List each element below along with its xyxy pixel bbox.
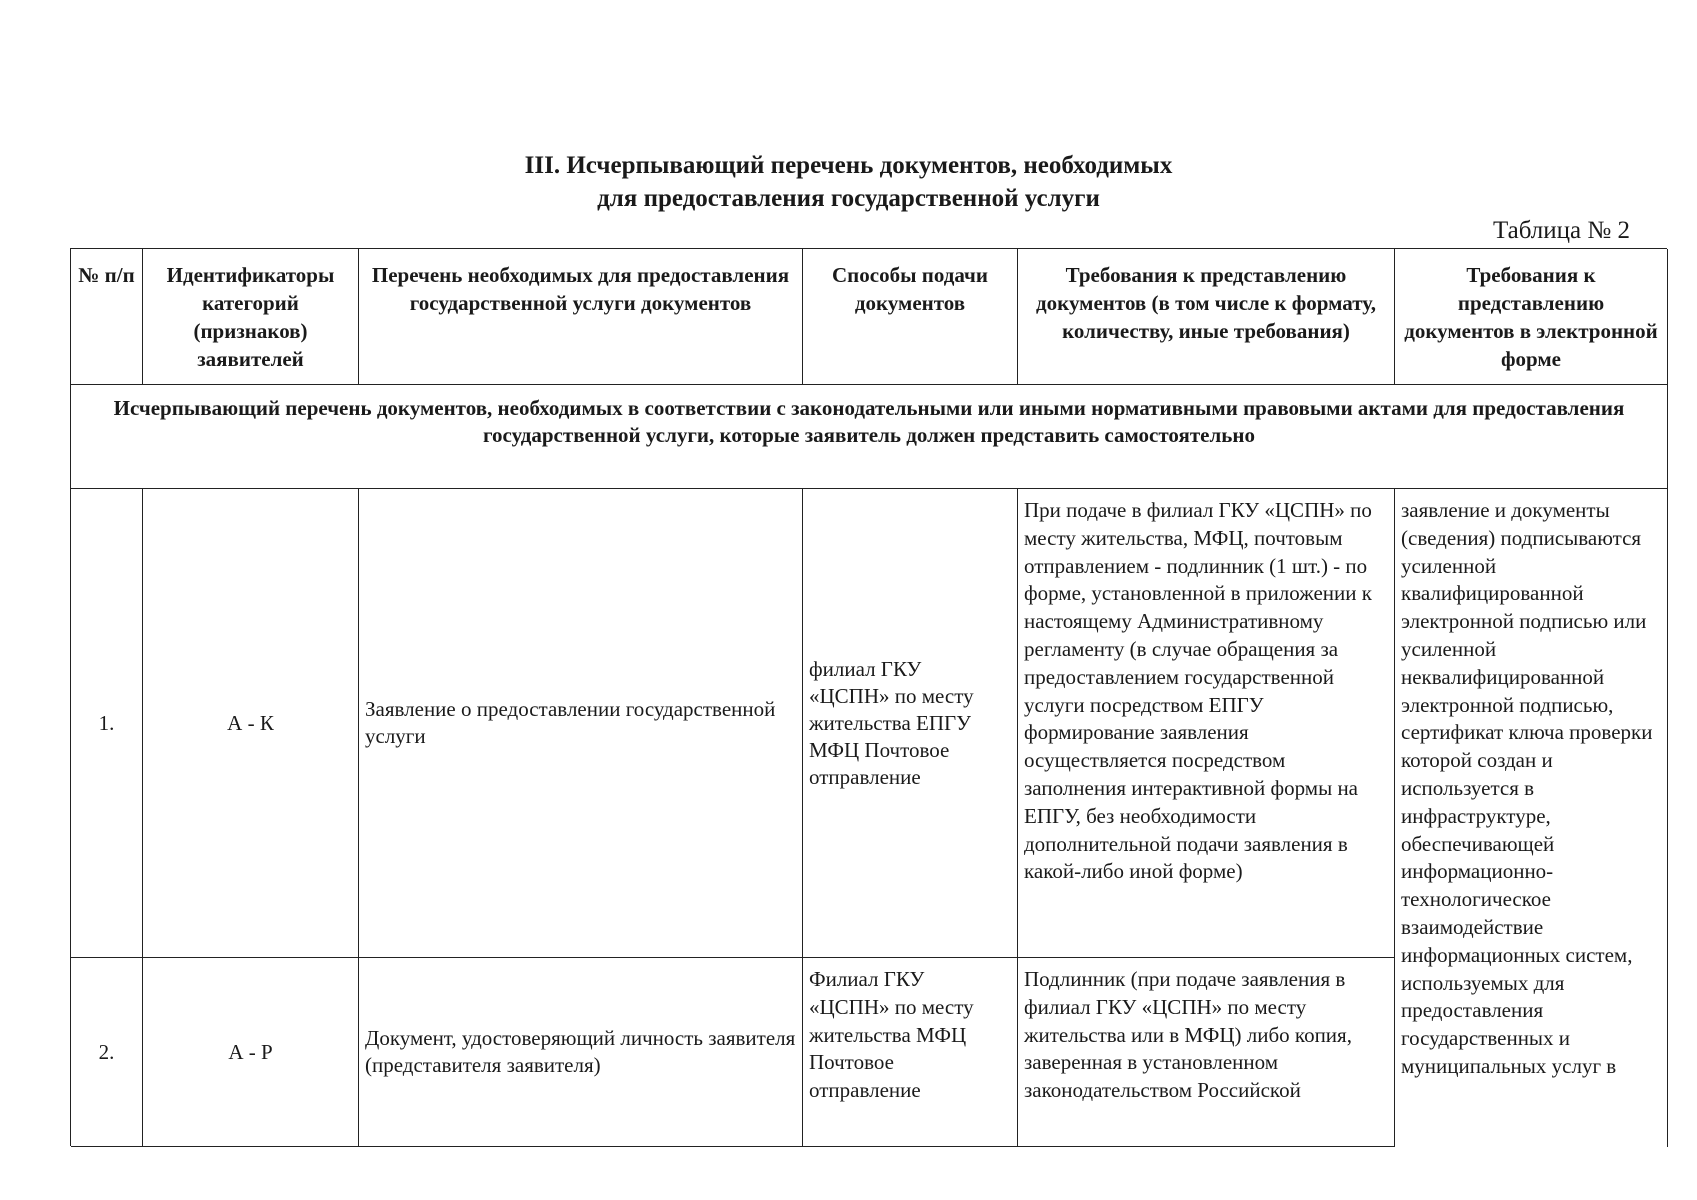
- row-2-number: [71, 958, 143, 1147]
- row-2-methods: [803, 958, 1018, 1147]
- row-1-requirements: При подаче в филиал ГКУ «ЦСПН» по месту жительства, МФЦ, почтовым отправлением - подлинник (1 шт.) - по форме, установленной в приложении к настоящему Административному регламенту (в случае обращения за предоставлением государственной услуги посредством ЕПГУ формирование заявления осуществляется посредством заполнения интерактивной формы на ЕПГУ, без необходимости дополнительной подачи заявления в какой-либо иной форме): [1018, 489, 1395, 958]
- header-number: № п/п: [71, 249, 143, 385]
- row-2-requirements: Подлинник (при подаче заявления в филиал ГКУ «ЦСПН» по месту жительства или в МФЦ) либо копия, заверенная в установленном законодательством Российской: [1018, 958, 1395, 1147]
- header-category: Идентификаторы категорий (признаков) заявителей: [143, 249, 359, 385]
- table-number: Таблица № 2: [1492, 217, 1630, 244]
- row-number-text: 2.: [98, 1039, 115, 1064]
- row-1-category: [143, 489, 359, 958]
- page-title: III. Исчерпывающий перечень документов, необходимых: [524, 152, 1173, 179]
- row-1-document: [359, 489, 803, 958]
- document-text: Документ, удостоверяющий личность заявителя (представителя заявителя): [365, 1026, 796, 1077]
- methods-text: Филиал ГКУ «ЦСПН» по месту жительства МФЦ Почтовое отправление: [809, 967, 974, 1103]
- row-2-category: [143, 958, 359, 1147]
- header-document: Перечень необходимых для предоставления государственной услуги документов: [359, 249, 803, 385]
- page-subtitle: для предоставления государственной услуги: [597, 185, 1100, 212]
- header-methods: Способы подачи документов: [803, 249, 1018, 385]
- row-1-methods: [803, 489, 1018, 958]
- row-number-text: 1.: [98, 710, 115, 735]
- header-electronic: Требования к представлению документов в электронной форме: [1395, 249, 1668, 385]
- row-1-number: [71, 489, 143, 958]
- category-text: А - К: [227, 710, 274, 735]
- methods-text: филиал ГКУ «ЦСПН» по месту жительства ЕПГУ МФЦ Почтовое отправление: [809, 656, 974, 789]
- documents-table: [70, 248, 1667, 1146]
- document-text: Заявление о предоставлении государственной услуги: [365, 697, 776, 748]
- category-text: А - Р: [228, 1039, 273, 1064]
- section-heading: Исчерпывающий перечень документов, необходимых в соответствии с законодательными или иными нормативными правовыми актами для предоставления государственной услуги, которые заявитель должен представить самостоятельно: [71, 385, 1668, 489]
- row-2-document: [359, 958, 803, 1147]
- electronic-requirements: заявление и документы (сведения) подписываются усиленной квалифицированной электронной подписью или усиленной неквалифицированной электронной подписью, сертификат ключа проверки которой создан и используется в инфраструктуре, обеспечивающей информационно-технологическое взаимодействие информационных систем, используемых для предоставления государственных и муниципальных услуг в: [1395, 489, 1668, 1147]
- header-requirements: Требования к представлению документов (в том числе к формату, количеству, иные требования): [1018, 249, 1395, 385]
